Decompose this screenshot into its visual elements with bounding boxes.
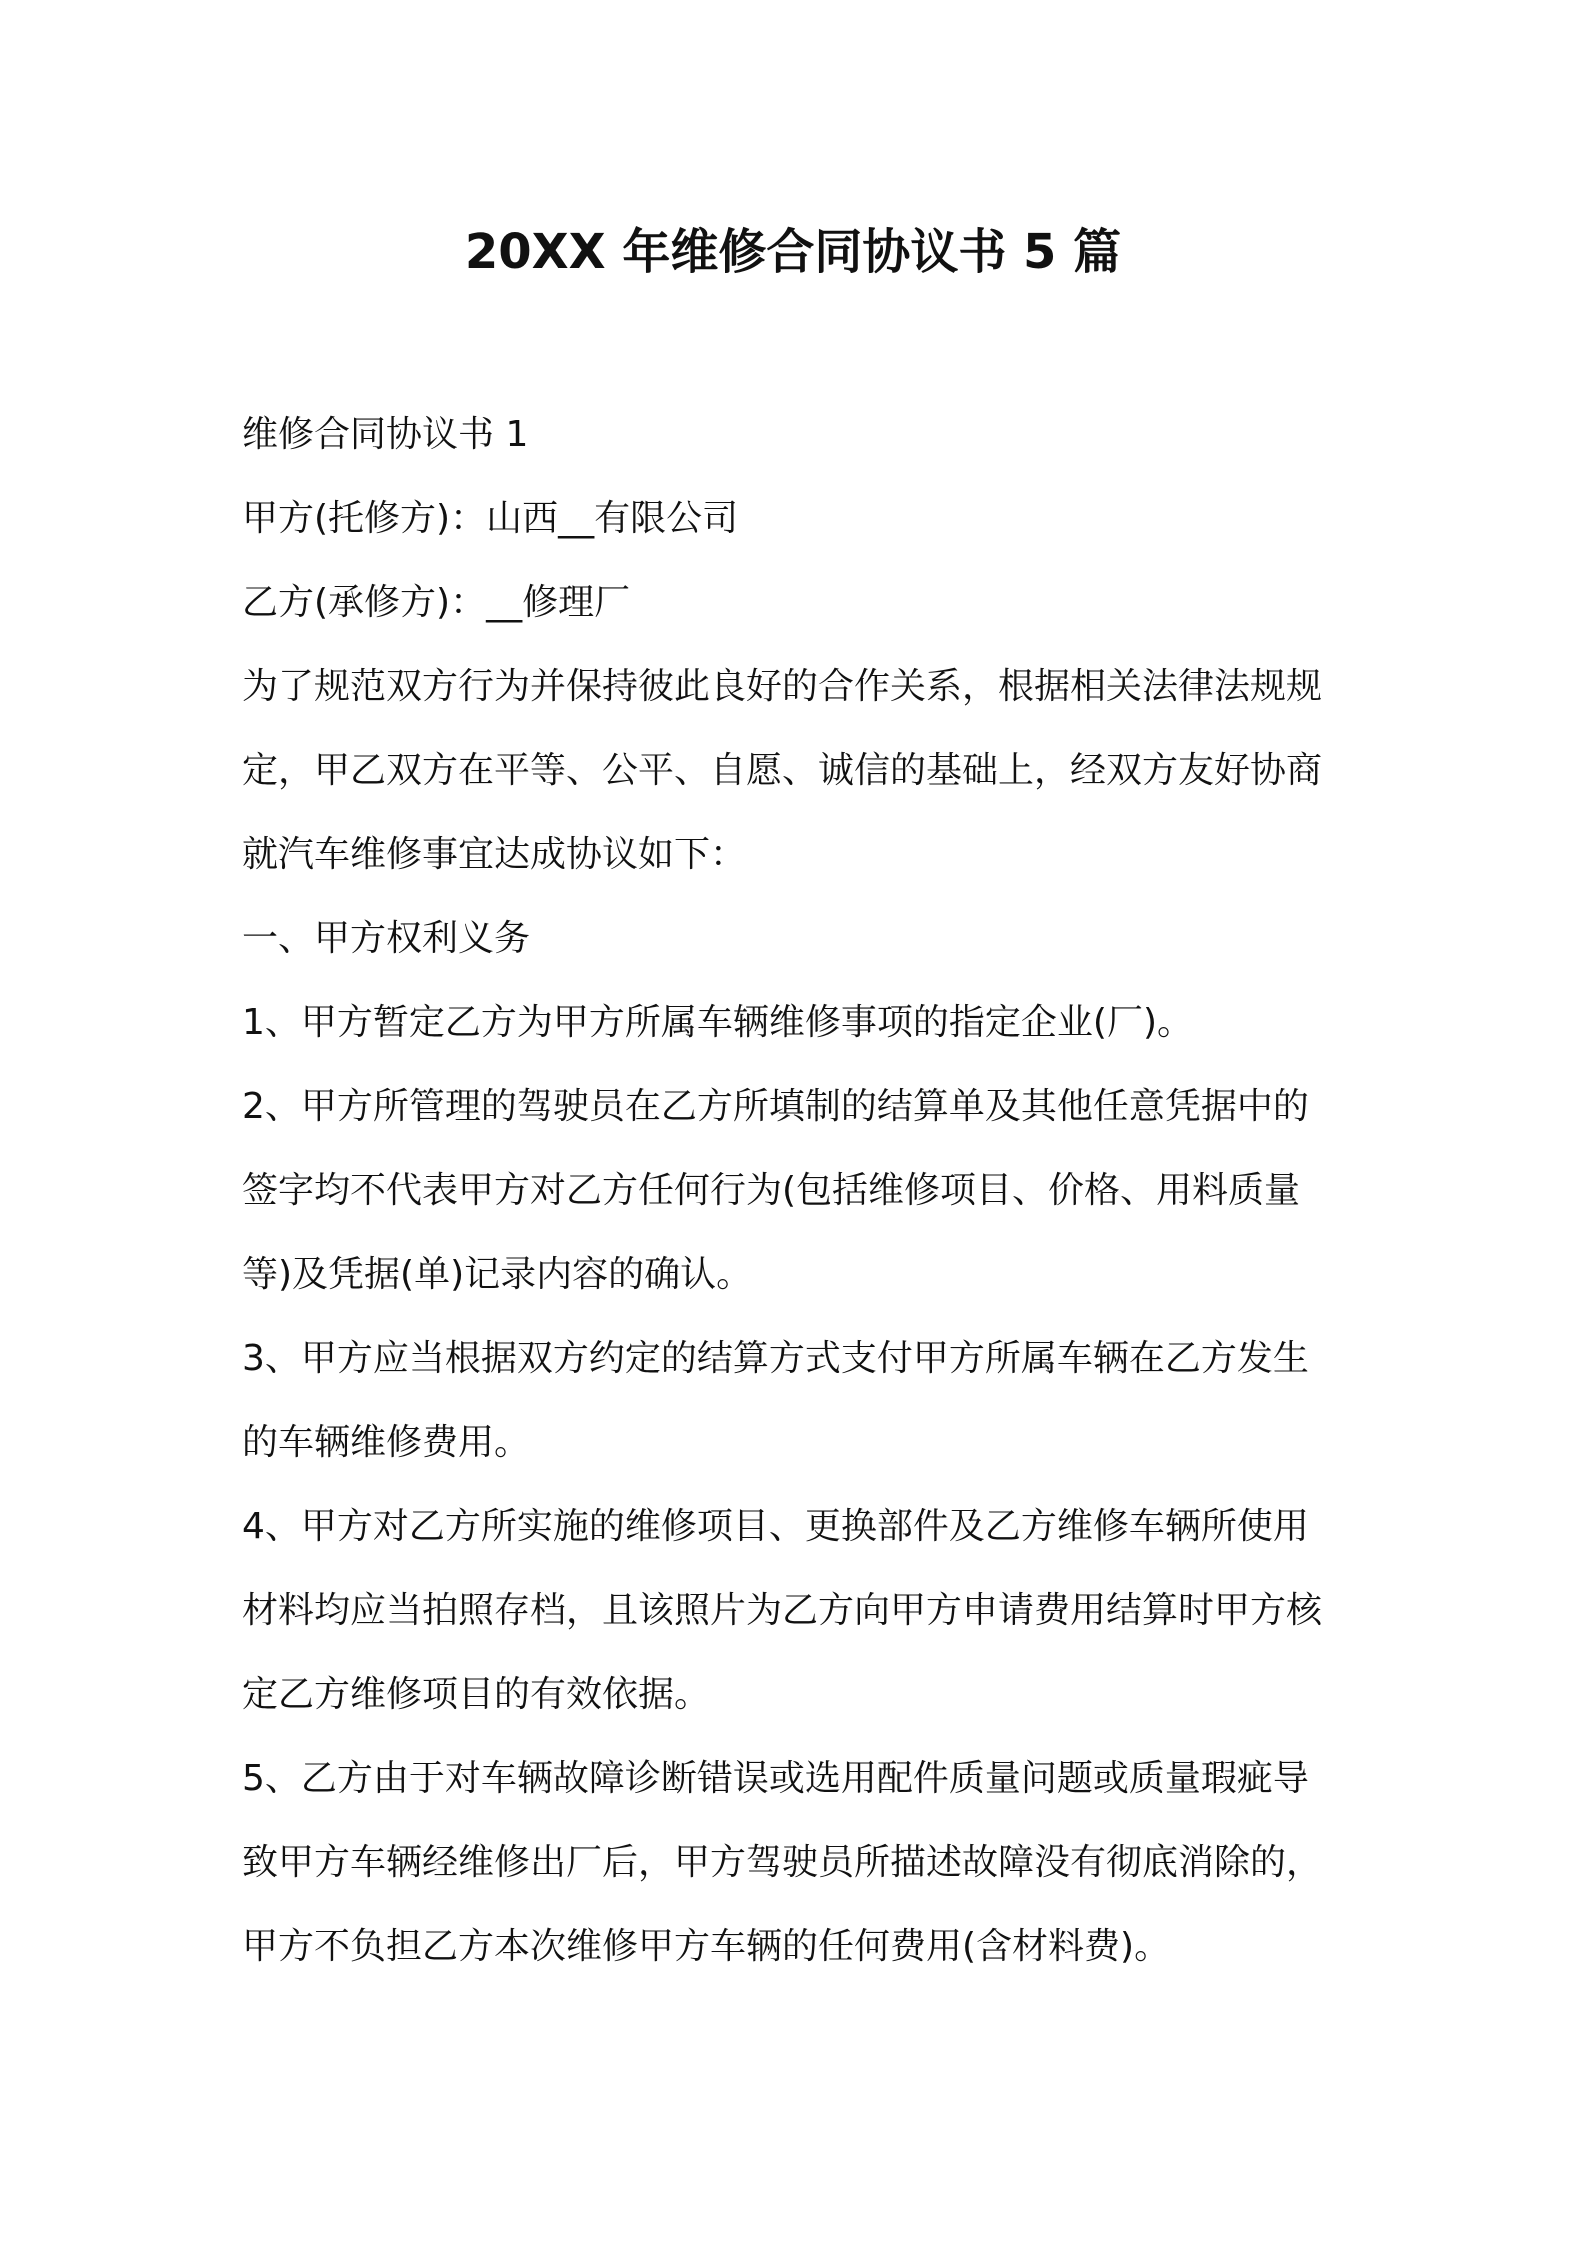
clause-line: 致甲方车辆经维修出厂后，甲方驾驶员所描述故障没有彻底消除的， <box>242 1842 1323 1883</box>
clause-line: 2、甲方所管理的驾驶员在乙方所填制的结算单及其他任意凭据中的 <box>242 1086 1309 1127</box>
clause-line: 签字均不代表甲方对乙方任何行为(包括维修项目、价格、用料质量 <box>242 1170 1301 1211</box>
clause-line: 3、甲方应当根据双方约定的结算方式支付甲方所属车辆在乙方发生 <box>242 1338 1309 1379</box>
clause-line: 等)及凭据(单)记录内容的确认。 <box>242 1254 753 1295</box>
clause-line: 5、乙方由于对车辆故障诊断错误或选用配件质量问题或质量瑕疵导 <box>242 1758 1309 1799</box>
section-heading: 维修合同协议书 1 <box>242 414 529 455</box>
document-title: 20XX 年维修合同协议书 5 篇 <box>464 224 1122 280</box>
subsection-heading: 一、甲方权利义务 <box>242 918 531 959</box>
clause-line: 甲方不负担乙方本次维修甲方车辆的任何费用(含材料费)。 <box>242 1926 1171 1967</box>
paragraph-line: 就汽车维修事宜达成协议如下： <box>242 834 747 875</box>
paragraph-line: 为了规范双方行为并保持彼此良好的合作关系，根据相关法律法规规 <box>242 666 1323 707</box>
clause-line: 4、甲方对乙方所实施的维修项目、更换部件及乙方维修车辆所使用 <box>242 1506 1309 1547</box>
clause-line: 1、甲方暂定乙方为甲方所属车辆维修事项的指定企业(厂)。 <box>242 1002 1193 1043</box>
paragraph-line: 定，甲乙双方在平等、公平、自愿、诚信的基础上，经双方友好协商 <box>242 750 1323 791</box>
party-a-line: 甲方(托修方)：山西__有限公司 <box>242 498 739 539</box>
clause-line: 材料均应当拍照存档，且该照片为乙方向甲方申请费用结算时甲方核 <box>242 1590 1323 1631</box>
clause-line: 的车辆维修费用。 <box>242 1422 531 1463</box>
party-b-line: 乙方(承修方)：__修理厂 <box>242 582 631 623</box>
clause-line: 定乙方维修项目的有效依据。 <box>242 1674 711 1715</box>
